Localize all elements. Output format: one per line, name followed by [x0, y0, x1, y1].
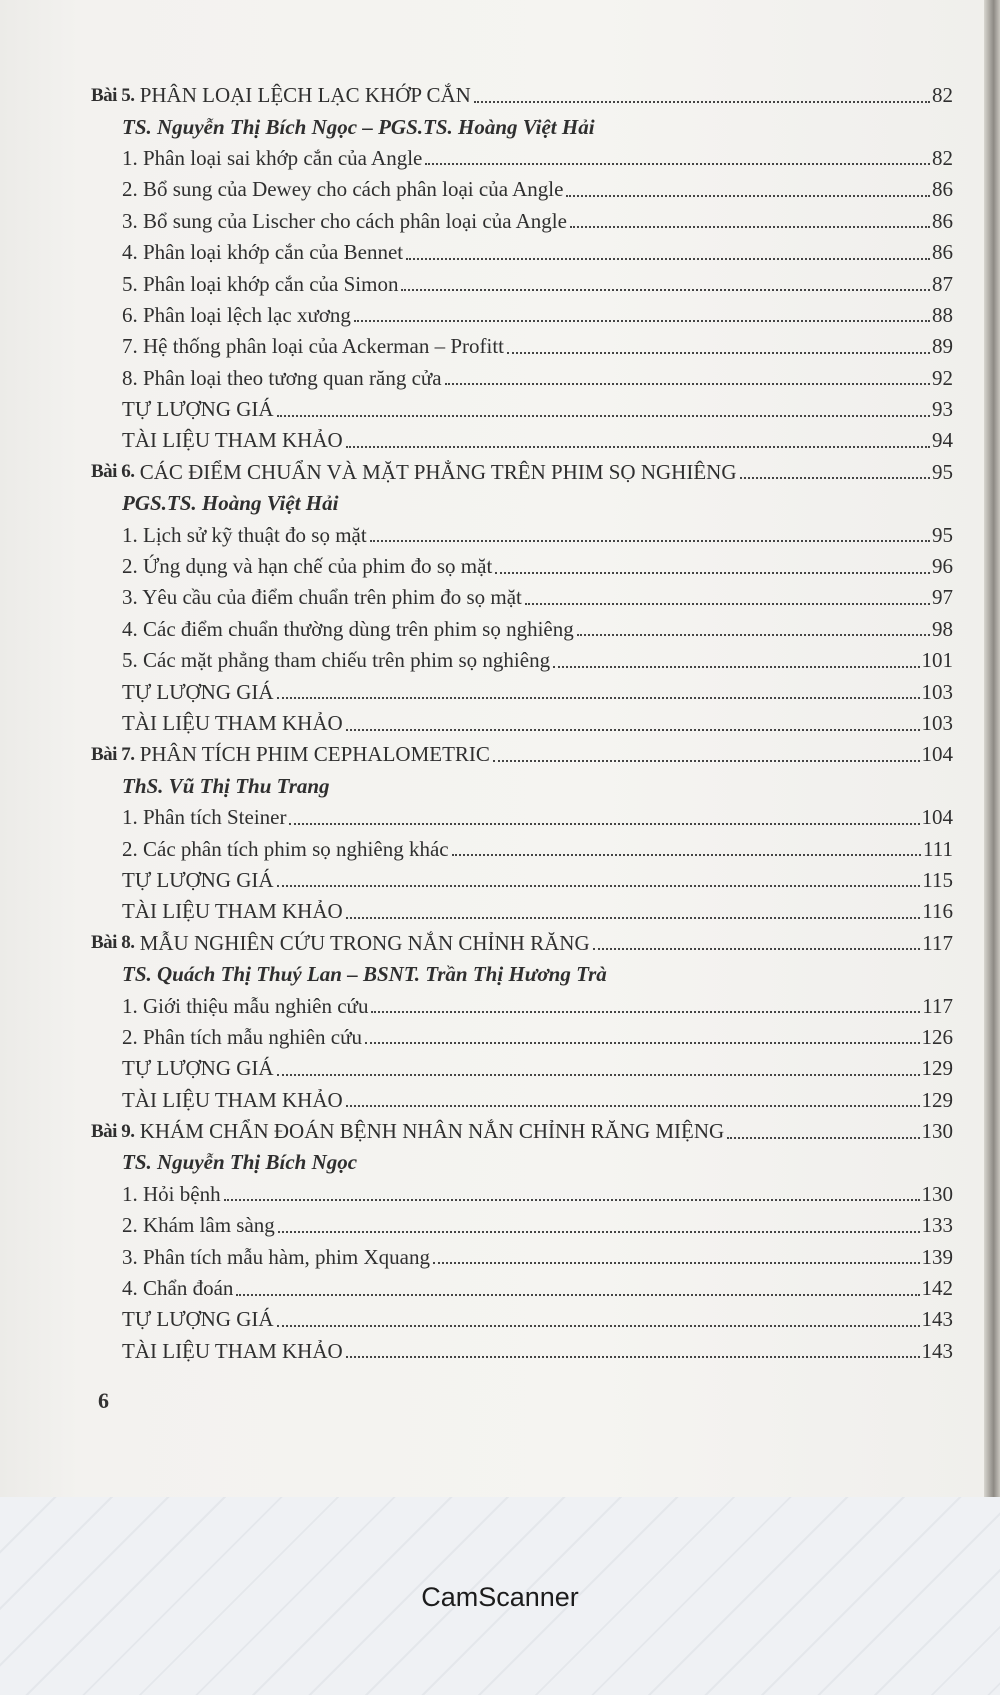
- leader-dots: [277, 415, 930, 417]
- leader-dots: [346, 729, 920, 731]
- chapter-prefix: Bài 5.: [91, 84, 135, 106]
- chapter-prefix: Bài 8.: [91, 932, 135, 954]
- toc-chapter-row: [91, 739, 953, 770]
- toc-sub-row: [91, 331, 953, 362]
- entry-page: 86: [932, 208, 953, 233]
- toc-sub-row: [91, 1053, 953, 1084]
- entry-page: 117: [922, 930, 953, 955]
- entry-title: 6. Phân loại lệch lạc xương: [122, 302, 351, 327]
- entry-title: TÀI LIỆU THAM KHẢO: [122, 899, 343, 924]
- entry-page: 97: [932, 585, 953, 610]
- toc-sub-row: [91, 174, 953, 205]
- leader-dots: [495, 572, 930, 574]
- toc-sub-row: [91, 1085, 953, 1116]
- entry-page: 93: [932, 397, 953, 422]
- entry-title: 7. Hệ thống phân loại của Ackerman – Profitt: [122, 334, 504, 359]
- toc-sub-row: [91, 363, 953, 394]
- entry-page: 95: [932, 522, 953, 547]
- leader-dots: [474, 101, 930, 103]
- entry-page: 98: [932, 616, 953, 641]
- toc-sub-row: [91, 425, 953, 456]
- leader-dots: [452, 854, 921, 856]
- toc-sub-row: [91, 896, 953, 927]
- entry-page: 88: [932, 302, 953, 327]
- leader-dots: [289, 823, 919, 825]
- toc-sub-row: [91, 833, 953, 864]
- entry-title: PHÂN LOẠI LỆCH LẠC KHỚP CẮN: [139, 83, 471, 108]
- toc-sub-row: [91, 582, 953, 613]
- entry-page: 143: [921, 1338, 953, 1363]
- entry-title: 1. Lịch sử kỹ thuật đo sọ mặt: [122, 522, 367, 547]
- toc-sub-row: [91, 1022, 953, 1053]
- leader-dots: [278, 1231, 920, 1233]
- leader-dots: [727, 1137, 919, 1139]
- leader-dots: [525, 603, 930, 605]
- entry-page: 94: [932, 428, 953, 453]
- entry-title: TỰ LƯỢNG GIÁ: [122, 867, 274, 892]
- entry-title: TỰ LƯỢNG GIÁ: [122, 679, 274, 704]
- toc-sub-row: [91, 676, 953, 707]
- entry-title: TỰ LƯỢNG GIÁ: [122, 1056, 274, 1081]
- chapter-prefix: Bài 6.: [91, 461, 135, 483]
- entry-title: CÁC ĐIỂM CHUẨN VÀ MẶT PHẲNG TRÊN PHIM SỌ NGHIÊNG: [139, 459, 737, 484]
- entry-title: 3. Bổ sung của Lischer cho cách phân loại của Angle: [122, 208, 567, 233]
- leader-dots: [277, 697, 920, 699]
- entry-page: 111: [923, 836, 953, 861]
- leader-dots: [401, 289, 930, 291]
- toc-sub-row: [91, 990, 953, 1021]
- leader-dots: [370, 540, 930, 542]
- leader-dots: [224, 1199, 920, 1201]
- entry-page: 143: [921, 1307, 953, 1332]
- entry-page: 130: [921, 1181, 953, 1206]
- entry-page: 89: [932, 334, 953, 359]
- entry-title: 2. Ứng dụng và hạn chế của phim đo sọ mặt: [122, 554, 493, 579]
- entry-title: TÀI LIỆU THAM KHẢO: [122, 711, 343, 735]
- entry-title: KHÁM CHẨN ĐOÁN BỆNH NHÂN NẮN CHỈNH RĂNG MIỆNG: [139, 1119, 725, 1144]
- entry-page: 126: [921, 1024, 953, 1049]
- leader-dots: [346, 1356, 920, 1358]
- leader-dots: [577, 634, 930, 636]
- entry-title: 2. Khám lâm sàng: [122, 1213, 275, 1238]
- entry-title: 1. Giới thiệu mẫu nghiên cứu: [122, 993, 369, 1018]
- toc-author-row: [91, 488, 953, 519]
- entry-title: 5. Các mặt phẳng tham chiếu trên phim sọ nghiêng: [122, 648, 551, 673]
- chapter-prefix: Bài 9.: [91, 1120, 135, 1142]
- toc-sub-row: [91, 237, 953, 268]
- toc-sub-row: [91, 614, 953, 645]
- chapter-prefix: Bài 7.: [91, 743, 135, 765]
- entry-title: TÀI LIỆU THAM KHẢO: [122, 1338, 343, 1363]
- entry-title: TS. Nguyễn Thị Bích Ngọc: [122, 1150, 358, 1175]
- toc-sub-row: [91, 802, 953, 833]
- entry-page: 82: [932, 145, 953, 170]
- toc-sub-row: [91, 1273, 953, 1304]
- entry-title: 2. Phân tích mẫu nghiên cứu: [122, 1024, 363, 1049]
- entry-title: TỰ LƯỢNG GIÁ: [122, 397, 274, 422]
- leader-dots: [593, 948, 921, 950]
- entry-title: TỰ LƯỢNG GIÁ: [122, 1307, 274, 1332]
- toc-sub-row: [91, 1336, 953, 1367]
- leader-dots: [277, 1074, 920, 1076]
- entry-page: 95: [932, 459, 953, 484]
- entry-title: 3. Phân tích mẫu hàm, phim Xquang: [122, 1244, 430, 1269]
- toc-sub-row: [91, 394, 953, 425]
- toc-sub-row: [91, 708, 953, 739]
- toc-author-row: [91, 771, 953, 802]
- entry-page: 103: [921, 711, 953, 735]
- entry-title: TS. Nguyễn Thị Bích Ngọc – PGS.TS. Hoàng Việt Hải: [122, 114, 595, 139]
- toc-sub-row: [91, 1210, 953, 1241]
- toc-sub-row: [91, 865, 953, 896]
- toc-chapter-row: [91, 457, 953, 488]
- entry-title: 4. Các điểm chuẩn thường dùng trên phim sọ nghiêng: [122, 616, 574, 641]
- toc-author-row: [91, 111, 953, 142]
- leader-dots: [425, 163, 930, 165]
- entry-title: 3. Yêu cầu của điểm chuẩn trên phim đo sọ mặt: [122, 585, 522, 610]
- toc-sub-row: [91, 551, 953, 582]
- entry-title: 1. Hỏi bệnh: [122, 1181, 221, 1206]
- toc-chapter-row: [91, 1116, 953, 1147]
- entry-page: 117: [922, 993, 953, 1018]
- toc-chapter-row: [91, 928, 953, 959]
- page-edge-shadow: [984, 0, 1000, 1497]
- leader-dots: [570, 226, 930, 228]
- leader-dots: [354, 320, 930, 322]
- toc-sub-row: [91, 1304, 953, 1335]
- camscanner-watermark: CamScanner: [421, 1582, 579, 1612]
- toc-sub-row: [91, 300, 953, 331]
- toc-sub-row: [91, 206, 953, 237]
- entry-page: 103: [921, 679, 953, 704]
- page-number: 6: [98, 1388, 109, 1413]
- table-of-contents: [91, 80, 953, 1367]
- entry-title: 4. Phân loại khớp cắn của Bennet: [122, 240, 404, 265]
- entry-title: 2. Bổ sung của Dewey cho cách phân loại của Angle: [122, 177, 564, 202]
- entry-page: 96: [932, 554, 953, 579]
- toc-sub-row: [91, 1179, 953, 1210]
- leader-dots: [566, 195, 930, 197]
- leader-dots: [277, 1325, 920, 1327]
- leader-dots: [346, 446, 930, 448]
- entry-page: 92: [932, 365, 953, 390]
- entry-title: TÀI LIỆU THAM KHẢO: [122, 428, 343, 453]
- entry-title: 5. Phân loại khớp cắn của Simon: [122, 271, 399, 296]
- toc-sub-row: [91, 1241, 953, 1272]
- leader-dots: [433, 1262, 920, 1264]
- entry-title: PGS.TS. Hoàng Việt Hải: [122, 491, 339, 516]
- leader-dots: [406, 258, 930, 260]
- entry-page: 86: [932, 177, 953, 202]
- entry-title: TÀI LIỆU THAM KHẢO: [122, 1087, 343, 1112]
- leader-dots: [445, 383, 930, 385]
- toc-sub-row: [91, 143, 953, 174]
- entry-title: 4. Chẩn đoán: [122, 1276, 234, 1301]
- leader-dots: [236, 1294, 919, 1296]
- entry-page: 130: [921, 1119, 953, 1144]
- leader-dots: [365, 1042, 919, 1044]
- entry-title: MẪU NGHIÊN CỨU TRONG NẮN CHỈNH RĂNG: [139, 930, 590, 955]
- leader-dots: [346, 1105, 920, 1107]
- toc-author-row: [91, 1147, 953, 1178]
- entry-page: 104: [921, 742, 953, 767]
- entry-page: 116: [922, 899, 953, 924]
- entry-title: PHÂN TÍCH PHIM CEPHALOMETRIC: [139, 742, 490, 767]
- leader-dots: [553, 666, 919, 668]
- entry-title: 8. Phân loại theo tương quan răng cửa: [122, 365, 442, 390]
- entry-page: 101: [921, 648, 953, 673]
- toc-chapter-row: [91, 80, 953, 111]
- toc-sub-row: [91, 268, 953, 299]
- entry-page: 87: [932, 271, 953, 296]
- leader-dots: [493, 760, 920, 762]
- entry-page: 129: [921, 1056, 953, 1081]
- toc-sub-row: [91, 519, 953, 550]
- toc-author-row: [91, 959, 953, 990]
- entry-page: 139: [921, 1244, 953, 1269]
- entry-page: 133: [921, 1213, 953, 1238]
- entry-title: 2. Các phân tích phim sọ nghiêng khác: [122, 836, 449, 861]
- leader-dots: [740, 477, 931, 479]
- toc-sub-row: [91, 645, 953, 676]
- entry-page: 142: [921, 1276, 953, 1301]
- leader-dots: [277, 885, 921, 887]
- entry-title: ThS. Vũ Thị Thu Trang: [122, 773, 330, 798]
- entry-page: 104: [921, 805, 953, 830]
- entry-title: 1. Phân loại sai khớp cắn của Angle: [122, 145, 423, 170]
- entry-page: 115: [922, 867, 953, 892]
- entry-title: 1. Phân tích Steiner: [122, 805, 287, 830]
- entry-page: 82: [932, 83, 953, 108]
- leader-dots: [371, 1011, 920, 1013]
- entry-page: 86: [932, 240, 953, 265]
- entry-title: TS. Quách Thị Thuý Lan – BSNT. Trần Thị Hương Trà: [122, 962, 607, 987]
- leader-dots: [346, 917, 921, 919]
- leader-dots: [507, 352, 930, 354]
- entry-page: 129: [921, 1087, 953, 1112]
